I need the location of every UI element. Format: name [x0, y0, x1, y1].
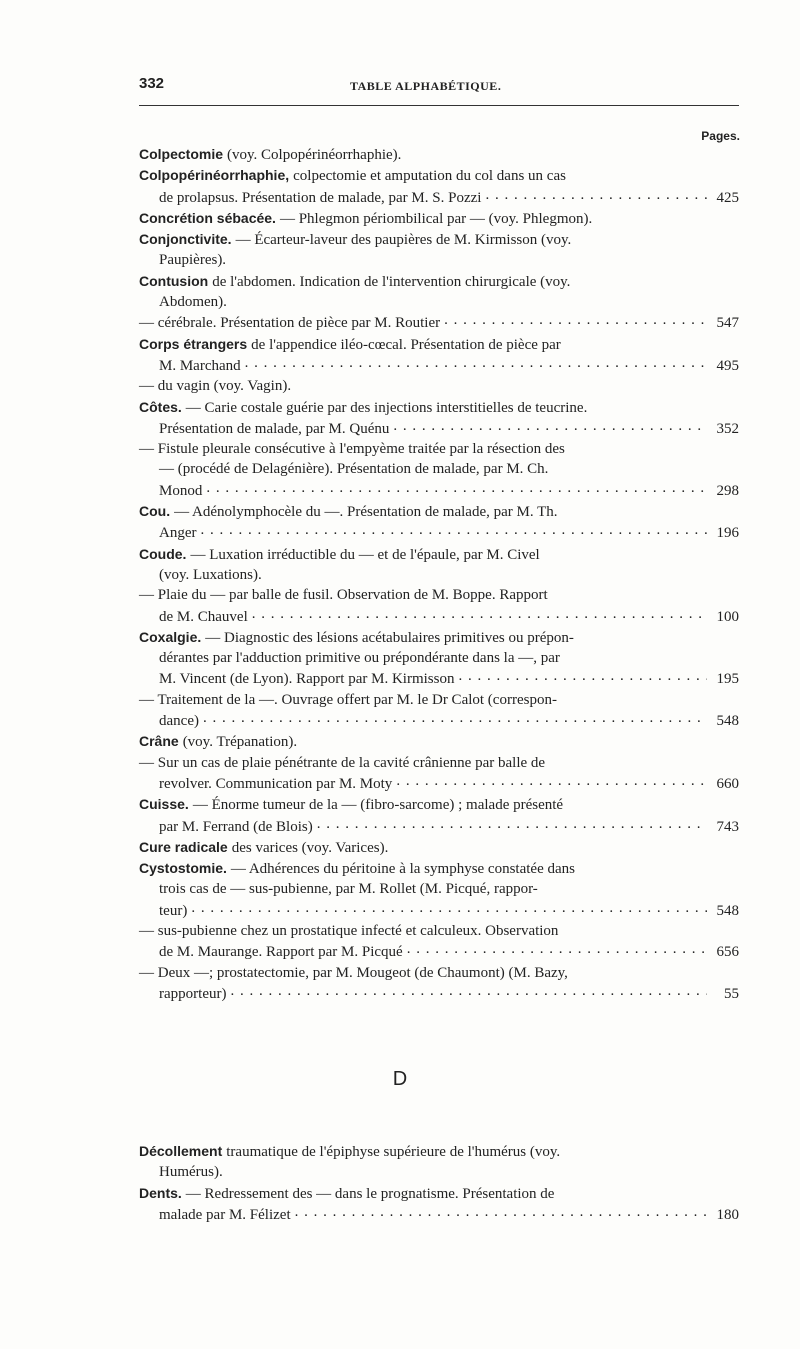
entry-line [139, 921, 739, 941]
index-entry [139, 731, 739, 752]
page-reference: 55 [724, 985, 739, 1002]
entry-line [139, 522, 739, 543]
index-entry [139, 208, 739, 229]
letter-heading: D [392, 1068, 408, 1090]
dot-leader [407, 941, 707, 956]
entry-text: trois cas de — sus-pubienne, par M. Rollet (M. Picqué, rappor- [159, 881, 538, 898]
index-entry [139, 312, 739, 333]
entry-text: — Adénolymphocèle du —. Présentation de malade, par M. Th. [174, 504, 558, 521]
entry-text: — Diagnostic des lésions acétabulaires primitives ou prépon- [205, 629, 574, 646]
index-entry [139, 271, 739, 313]
entry-headword: Cou. [139, 503, 171, 520]
entry-text: dance) [159, 713, 199, 730]
entry-line [139, 983, 739, 1004]
entry-line [139, 648, 739, 668]
entry-line [139, 439, 739, 459]
entry-text: de l'abdomen. Indication de l'intervention chirurgicale (voy. [212, 273, 571, 290]
entry-headword: Décollement [139, 1143, 223, 1159]
entry-line [139, 459, 739, 479]
index-entry [139, 837, 739, 858]
index-entry [139, 921, 739, 963]
page-reference: 196 [716, 525, 739, 542]
entry-headword: Cuisse. [139, 796, 189, 813]
entry-text: — Énorme tumeur de la — (fibro-sarcome) ; malade présenté [192, 797, 564, 814]
entry-headword: Dents. [139, 1184, 182, 1201]
page-reference: 548 [716, 713, 739, 730]
index-entry [139, 585, 739, 627]
entry-headword: Corps étrangers [139, 335, 248, 352]
entry-text: rapporteur) [159, 985, 227, 1002]
page-reference: 298 [716, 482, 739, 499]
entry-line [139, 480, 739, 501]
entry-text: — Plaie du — par balle de fusil. Observation de M. Boppe. Rapport [139, 587, 548, 604]
dot-leader [201, 522, 708, 537]
entry-text: dérantes par l'adduction primitive ou prépondérante dans la —, par [159, 650, 560, 667]
header-rule [139, 105, 739, 106]
entry-line [139, 250, 739, 270]
index-entry [139, 1183, 739, 1226]
entry-text: — Sur un cas de plaie pénétrante de la cavité crânienne par balle de [139, 754, 546, 771]
page-reference: 495 [716, 357, 739, 374]
index-entry [139, 439, 739, 501]
dot-leader [458, 668, 707, 683]
dot-leader [203, 710, 707, 725]
dot-leader [252, 606, 707, 621]
dot-leader [485, 187, 707, 202]
entry-headword: Crâne [139, 733, 179, 750]
index-entry [139, 397, 739, 440]
entry-headword: Coude. [139, 545, 187, 562]
dot-leader [230, 983, 707, 998]
entry-headword: Coxalgie. [139, 628, 202, 645]
entry-text: — Deux —; prostatectomie, par M. Mougeot (de Chaumont) (M. Bazy, [139, 964, 568, 981]
entry-line [139, 794, 739, 815]
entry-text: malade par M. Félizet [159, 1206, 291, 1223]
entry-headword: Cure radicale [139, 838, 228, 855]
entry-line [139, 816, 739, 837]
dot-leader [444, 312, 707, 327]
entry-line [139, 271, 739, 292]
entry-headword: Colpopérinéorrhaphie, [139, 167, 290, 184]
entry-text: de prolapsus. Présentation de malade, par M. S. Pozzi [159, 189, 482, 206]
entry-headword: Contusion [139, 272, 209, 289]
entry-line [139, 1162, 739, 1182]
entry-text: Monod [159, 482, 203, 499]
entry-text: M. Vincent (de Lyon). Rapport par M. Kirmisson [159, 671, 455, 688]
entry-text: (voy. Luxations). [159, 566, 262, 583]
entry-headword: Conjonctivite. [139, 231, 232, 248]
page-reference: 195 [716, 671, 739, 688]
entry-line [139, 858, 739, 879]
dot-leader [295, 1204, 707, 1219]
entry-text: — Redressement des — dans le prognatisme. Présentation de [185, 1185, 555, 1202]
entry-line [139, 208, 739, 229]
entry-text: — Écarteur-laveur des paupières de M. Kirmisson (voy. [235, 232, 572, 249]
entry-line [139, 690, 739, 710]
entry-line [139, 355, 739, 376]
page-number: 332 [139, 75, 165, 92]
entry-text: — Fistule pleurale consécutive à l'empyème traitée par la résection des [139, 441, 565, 458]
entry-text: des varices (voy. Varices). [231, 839, 389, 856]
entry-text: Abdomen). [159, 294, 227, 311]
entry-text: par M. Ferrand (de Blois) [159, 818, 313, 835]
index-entry [139, 334, 739, 377]
entry-line [139, 418, 739, 439]
index-section-d [139, 1141, 739, 1225]
entry-line [139, 585, 739, 605]
entry-text: revolver. Communication par M. Moty [159, 775, 393, 792]
page-reference: 352 [716, 420, 739, 437]
entry-line [139, 710, 739, 731]
dot-leader [396, 773, 707, 788]
entry-line [139, 941, 739, 962]
page-reference: 547 [716, 315, 739, 332]
index-entry [139, 963, 739, 1005]
entry-text: de l'appendice iléo-cœcal. Présentation de pièce par [251, 336, 561, 353]
page-reference: 100 [716, 608, 739, 625]
entry-text: Paupières). [159, 252, 227, 269]
entry-headword: Colpectomie [139, 146, 224, 162]
entry-line [139, 565, 739, 585]
entry-text: traumatique de l'épiphyse supérieure de l'humérus (voy. [226, 1144, 561, 1160]
entry-line [139, 312, 739, 333]
entry-line [139, 606, 739, 627]
page-reference: 180 [716, 1206, 739, 1223]
entry-text: (voy. Trépanation). [182, 734, 298, 751]
entry-line [139, 753, 739, 773]
entry-line [139, 668, 739, 689]
index-entry [139, 1141, 739, 1183]
page-reference: 660 [716, 775, 739, 792]
dot-leader [393, 418, 707, 433]
entry-text: — sus-pubienne chez un prostatique infecté et calculeux. Observation [139, 922, 559, 939]
page-title: TABLE ALPHABÉTIQUE. [350, 79, 502, 93]
dot-leader [206, 480, 707, 495]
entry-line [139, 837, 739, 858]
entry-line [139, 773, 739, 794]
index-entry [139, 144, 739, 165]
pages-column-label: Pages. [701, 129, 740, 143]
entry-text: colpectomie et amputation du col dans un cas [293, 168, 566, 185]
entry-text: (voy. Colpopérinéorrhaphie). [227, 147, 402, 163]
entry-line [139, 501, 739, 522]
entry-line [139, 1141, 739, 1162]
entry-text: M. Marchand [159, 357, 241, 374]
index-entry [139, 858, 739, 921]
index-entry [139, 501, 739, 544]
entry-line [139, 627, 739, 648]
entry-line [139, 187, 739, 208]
page-reference: 743 [716, 818, 739, 835]
entry-text: — du vagin (voy. Vagin). [139, 378, 292, 395]
dot-leader [245, 355, 707, 370]
dot-leader [317, 816, 707, 831]
page-reference: 425 [716, 189, 739, 206]
entry-text: de M. Maurange. Rapport par M. Picqué [159, 944, 403, 961]
entry-text: — Carie costale guérie par des injections interstitielles de teucrine. [185, 399, 588, 416]
entry-line [139, 544, 739, 565]
index-entry [139, 627, 739, 690]
entry-line [139, 229, 739, 250]
entry-text: — cérébrale. Présentation de pièce par M. Routier [139, 315, 441, 332]
entry-line [139, 1183, 739, 1204]
entry-line [139, 397, 739, 418]
entry-text: teur) [159, 902, 188, 919]
entry-text: — Luxation irréductible du — et de l'épaule, par M. Civel [190, 546, 540, 563]
entry-text: — Traitement de la —. Ouvrage offert par M. le Dr Calot (correspon- [139, 691, 557, 708]
index-entry [139, 229, 739, 271]
index-entry [139, 165, 739, 208]
entry-line [139, 963, 739, 983]
entry-line [139, 144, 739, 165]
index-entry [139, 690, 739, 732]
entry-line [139, 292, 739, 312]
index-entry [139, 753, 739, 795]
entry-text: Anger [159, 525, 197, 542]
entry-headword: Côtes. [139, 398, 182, 415]
entry-text: Humérus). [159, 1164, 223, 1181]
entry-line [139, 1204, 739, 1225]
entry-text: de M. Chauvel [159, 608, 248, 625]
entry-line [139, 165, 739, 186]
index-section-c [139, 144, 739, 1004]
entry-line [139, 376, 739, 396]
page-reference: 548 [716, 902, 739, 919]
dot-leader [191, 900, 707, 915]
entry-line [139, 731, 739, 752]
entry-text: — Adhérences du péritoine à la symphyse constatée dans [230, 861, 575, 878]
entry-text: — Phlegmon périombilical par — (voy. Phlegmon). [279, 210, 593, 227]
page-reference: 656 [716, 944, 739, 961]
entry-headword: Concrétion sébacée. [139, 209, 276, 226]
index-entry [139, 376, 739, 396]
entry-line [139, 879, 739, 899]
entry-text: — (procédé de Delagénière). Présentation de malade, par M. Ch. [159, 461, 549, 478]
entry-headword: Cystostomie. [139, 860, 227, 877]
entry-line [139, 334, 739, 355]
index-entry [139, 794, 739, 837]
entry-text: Présentation de malade, par M. Quénu [159, 420, 390, 437]
index-entry [139, 544, 739, 586]
entry-line [139, 900, 739, 921]
